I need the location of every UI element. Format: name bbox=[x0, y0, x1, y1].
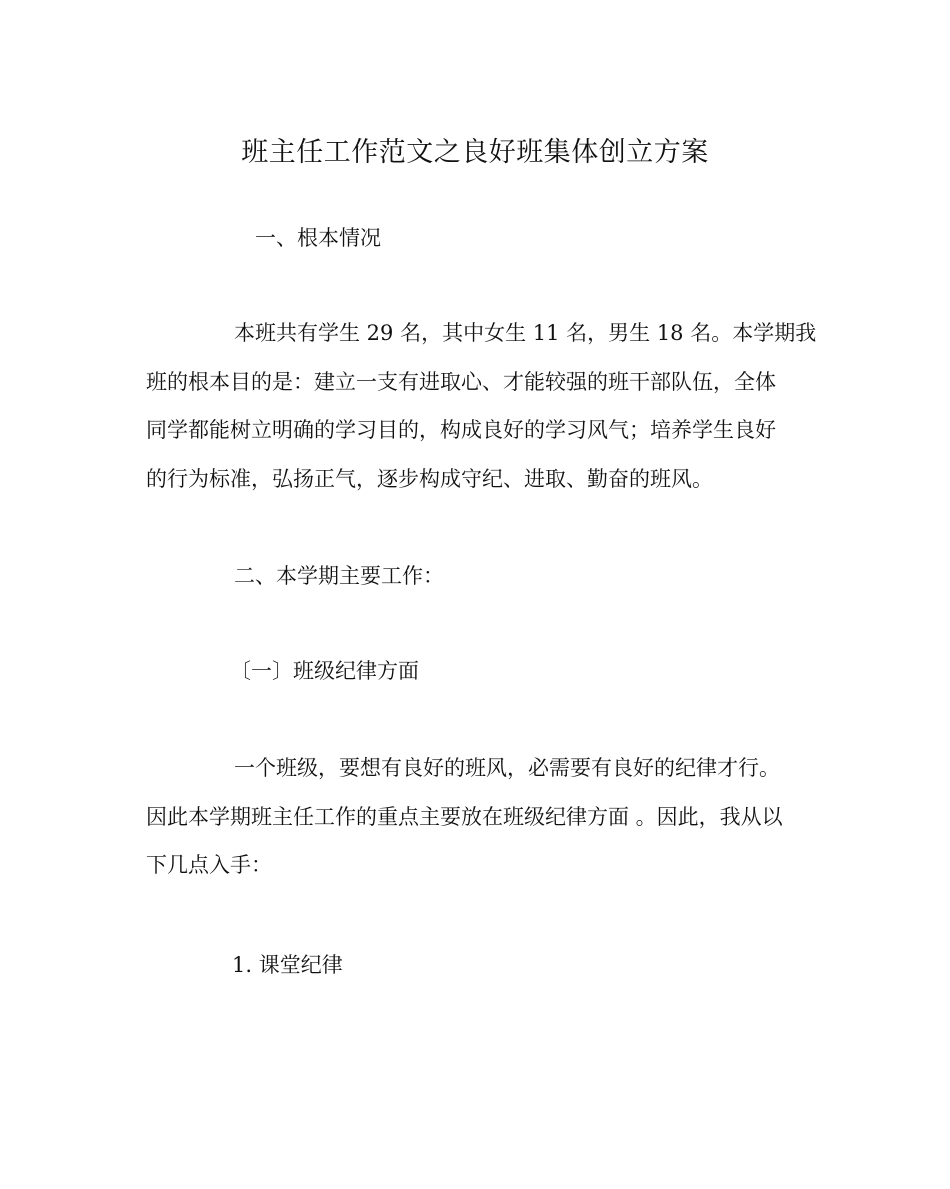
item-heading-classroom-discipline: 1. 课堂纪律 bbox=[232, 953, 343, 977]
paragraph-line: 的行为标准，弘扬正气，逐步构成守纪、进取、勤奋的班风。 bbox=[146, 466, 713, 491]
paragraph-line: 一个班级，要想有良好的班风，必需要有良好的纪律才行。 bbox=[234, 756, 780, 780]
paragraph-line: 因此本学期班主任工作的重点主要放在班级纪律方面 。因此，我从以 bbox=[146, 804, 783, 829]
paragraph-class-discipline bbox=[146, 744, 806, 890]
paragraph-line: 同学都能树立明确的学习目的，构成良好的学习风气；培养学生良好 bbox=[146, 418, 776, 442]
section-heading-main-work: 二、本学期主要工作： bbox=[234, 564, 444, 588]
document-title: 班主任工作范文之良好班集体创立方案 bbox=[241, 137, 709, 168]
paragraph-line: 下几点入手： bbox=[146, 853, 272, 877]
paragraph-line: 本班共有学生 29 名，其中女生 11 名，男生 18 名。本学期我 bbox=[234, 321, 817, 345]
paragraph-basic-situation bbox=[146, 309, 817, 503]
subsection-heading-class-discipline: 〔一〕班级纪律方面 bbox=[230, 659, 419, 683]
paragraph-line: 班的根本目的是：建立一支有进取心、才能较强的班干部队伍，全体 bbox=[146, 369, 776, 394]
section-heading-basic-situation: 一、根本情况 bbox=[255, 226, 381, 250]
